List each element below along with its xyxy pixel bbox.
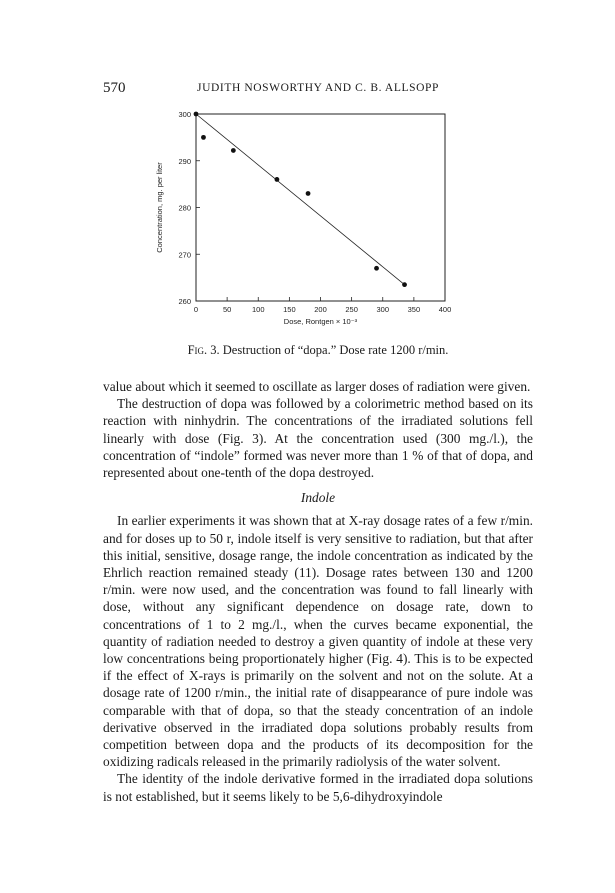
x-tick-label: 100	[251, 305, 265, 314]
y-tick-label: 290	[178, 156, 191, 166]
x-tick-label: 200	[314, 305, 327, 314]
fit-line	[196, 114, 405, 285]
chart-ticks	[178, 110, 451, 314]
paragraph-4: The identity of the indole derivative formed in the irradiated dopa solutions is not established, but it seems likely to be 5,6-dihydroxyindole	[103, 771, 533, 804]
y-tick-label: 300	[178, 110, 191, 119]
body-text	[103, 378, 533, 805]
data-point	[275, 177, 280, 182]
running-head: JUDITH NOSWORTHY AND C. B. ALLSOPP	[197, 82, 439, 94]
paragraph-1: value about which it seemed to oscillate as larger doses of radiation were given.	[103, 379, 531, 394]
caption-text: Destruction of “dopa.” Dose rate 1200 r/min.	[222, 343, 449, 357]
y-tick-label: 280	[178, 203, 191, 213]
y-axis-label: Concentration, mg. per liter	[155, 162, 164, 253]
fit-line-group	[196, 114, 405, 285]
paragraph-2: The destruction of dopa was followed by a colorimetric method based on its reaction with ninhydrin. The concentrations of the irradiated solutions fell linearly with dose (Fig. 3). At the concentration used (300 mg./l.), the concentration of “indole” formed was never more than 1 % of that of dopa, and represented about one-tenth of the dopa destroyed.	[103, 396, 533, 481]
data-point	[201, 135, 206, 140]
data-point	[374, 266, 379, 271]
section-title-indole: Indole	[300, 490, 336, 506]
page-number: 570	[103, 80, 126, 96]
x-tick-label: 150	[283, 305, 296, 314]
y-tick-label: 270	[178, 250, 191, 260]
y-tick-label: 260	[178, 297, 191, 306]
data-point	[194, 112, 199, 117]
x-axis-label: Dose, Rontgen × 10⁻³	[283, 317, 358, 326]
data-point	[231, 148, 236, 153]
x-tick-label: 250	[345, 305, 358, 314]
figure-caption	[103, 343, 533, 358]
x-tick-label: 50	[222, 305, 232, 314]
dose-concentration-chart	[103, 100, 533, 345]
plot-frame	[196, 114, 445, 301]
x-tick-label: 400	[438, 305, 452, 314]
figure-3	[103, 100, 533, 360]
x-tick-label: 0	[193, 305, 199, 314]
x-tick-label: 300	[376, 305, 390, 314]
caption-label: Fig. 3.	[187, 343, 220, 357]
data-point	[306, 191, 311, 196]
data-point	[402, 282, 407, 287]
x-tick-label: 350	[407, 305, 421, 314]
page-header	[103, 80, 533, 100]
chart-axes	[196, 114, 445, 301]
paragraph-3: In earlier experiments it was shown that at X-ray dosage rates of a few r/min. and for doses up to 50 r, indole itself is very sensitive to radiation, but that after this initial, sensitive, dosage range, the indole concentration as indicated by the Ehrlich reaction remained steady (11). Dosage rates between 130 and 1200 r/min. were now used, and the concentration was found to fall linearly with dose, without any significant dependence on dosage rate, down to concentrations of 1 to 2 mg./l., when the curves became exponential, the quantity of radiation needed to destroy a given quantity of indole at these very low concentrations being proportionately higher (Fig. 4). This is to be expected if the effect of X-rays is primarily on the solvent and not on the solute. At a dosage rate of 1200 r/min., the initial rate of disappearance of pure indole was comparable with that of dopa, so that the steady concentration of an indole derivative observed in the irradiated dopa solutions probably results from competition between dopa and the products of its decomposition for the oxidizing radicals released in the primarily radiolysis of the water solvent.	[103, 513, 533, 770]
